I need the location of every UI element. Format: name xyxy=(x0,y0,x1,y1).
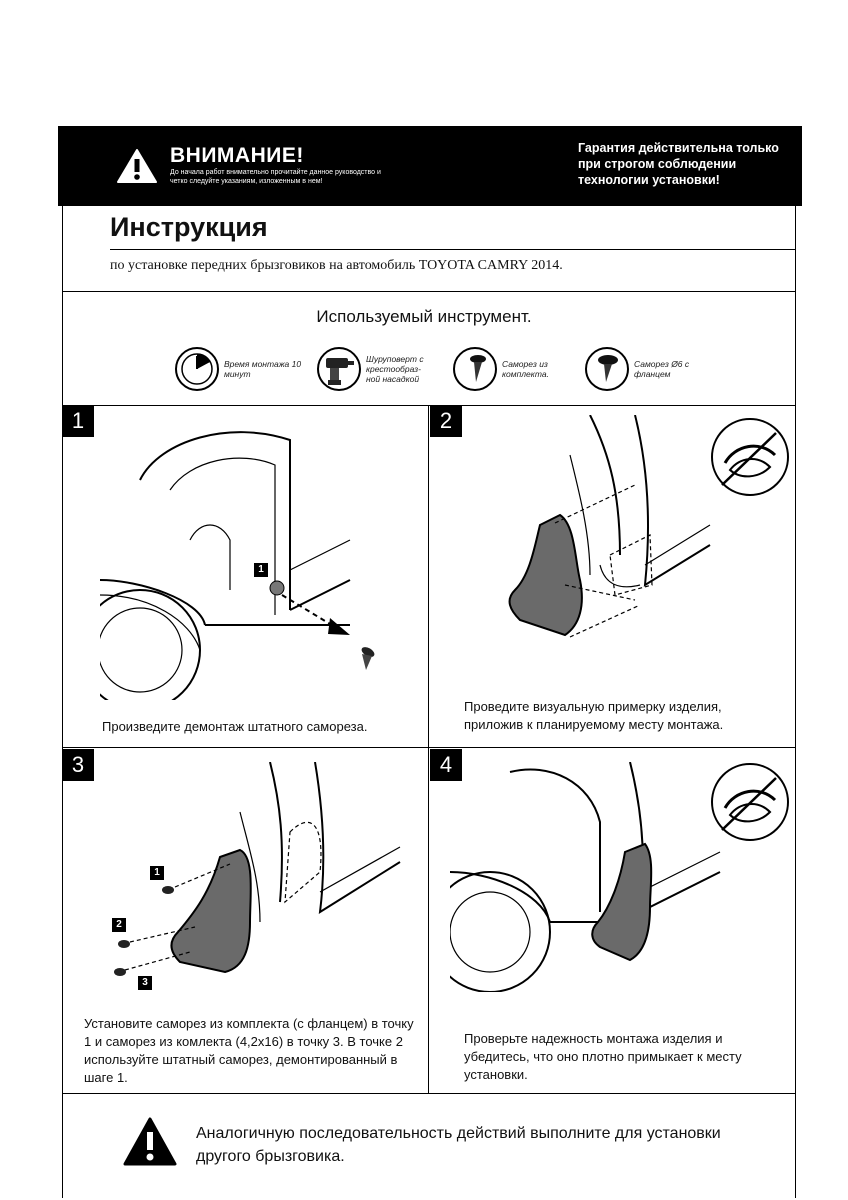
footer-note: Аналогичную последовательность действий выполните для установки другого брызговика. xyxy=(196,1125,721,1165)
tool-item xyxy=(584,346,704,392)
flange-screw-icon xyxy=(584,346,630,392)
marker-badge: 1 xyxy=(254,563,268,577)
warning-icon xyxy=(122,1116,178,1168)
step-number: 4 xyxy=(430,749,462,781)
step-caption: Установите саморез из комплекта (с фланцем) в точку 1 и саморез из комлекта (4,2х16) в точку 3. В точке 2 используйте штатный саморез, демонтированный в шаге 1. xyxy=(84,1016,414,1085)
marker-badge: 2 xyxy=(112,918,126,932)
step-caption: Произведите демонтаж штатного самореза. xyxy=(102,719,368,734)
warranty-note: Гарантия действительна только при строгом соблюдении технологии установки! xyxy=(578,141,779,187)
tools-title: Используемый инструмент. xyxy=(316,307,532,326)
step-2-illustration xyxy=(440,415,790,665)
tool-label: Саморез из комплекта. xyxy=(502,359,549,379)
step-3-illustration xyxy=(100,762,420,1002)
warning-icon xyxy=(116,148,158,184)
warning-subtitle: До начала работ внимательно прочитайте данное руководство и четко следуйте указаниям, изложенным в нем! xyxy=(170,169,381,185)
tool-item xyxy=(316,346,436,392)
section-divider xyxy=(62,291,796,292)
step-number: 3 xyxy=(62,749,94,781)
tool-item xyxy=(452,346,572,392)
page-title: Инструкция xyxy=(110,212,268,242)
screw-icon xyxy=(452,346,498,392)
tool-label: Шуруповерт с крестообраз- ной насадкой xyxy=(366,354,424,384)
tool-item xyxy=(174,346,304,392)
step-caption: Проведите визуальную примерку изделия, приложив к планируемому месту монтажа. xyxy=(464,699,724,732)
clock-icon xyxy=(174,346,220,392)
step-4-illustration xyxy=(450,762,790,992)
step-caption: Проверьте надежность монтажа изделия и убедитесь, что оно плотно примыкает к месту установки. xyxy=(464,1031,742,1082)
step-number: 1 xyxy=(62,405,94,437)
tool-label: Саморез Ø6 с фланцем xyxy=(634,359,690,379)
page-subtitle: по установке передних брызговиков на автомобиль TOYOTA CAMRY 2014. xyxy=(110,258,563,273)
tool-label: Время монтажа 10 минут xyxy=(224,359,302,379)
marker-badge: 3 xyxy=(138,976,152,990)
warning-title: ВНИМАНИЕ! xyxy=(170,144,304,167)
title-divider xyxy=(110,249,796,250)
step-1-illustration xyxy=(100,420,420,700)
marker-badge: 1 xyxy=(150,866,164,880)
step-number: 2 xyxy=(430,405,462,437)
screwdriver-icon xyxy=(316,346,362,392)
